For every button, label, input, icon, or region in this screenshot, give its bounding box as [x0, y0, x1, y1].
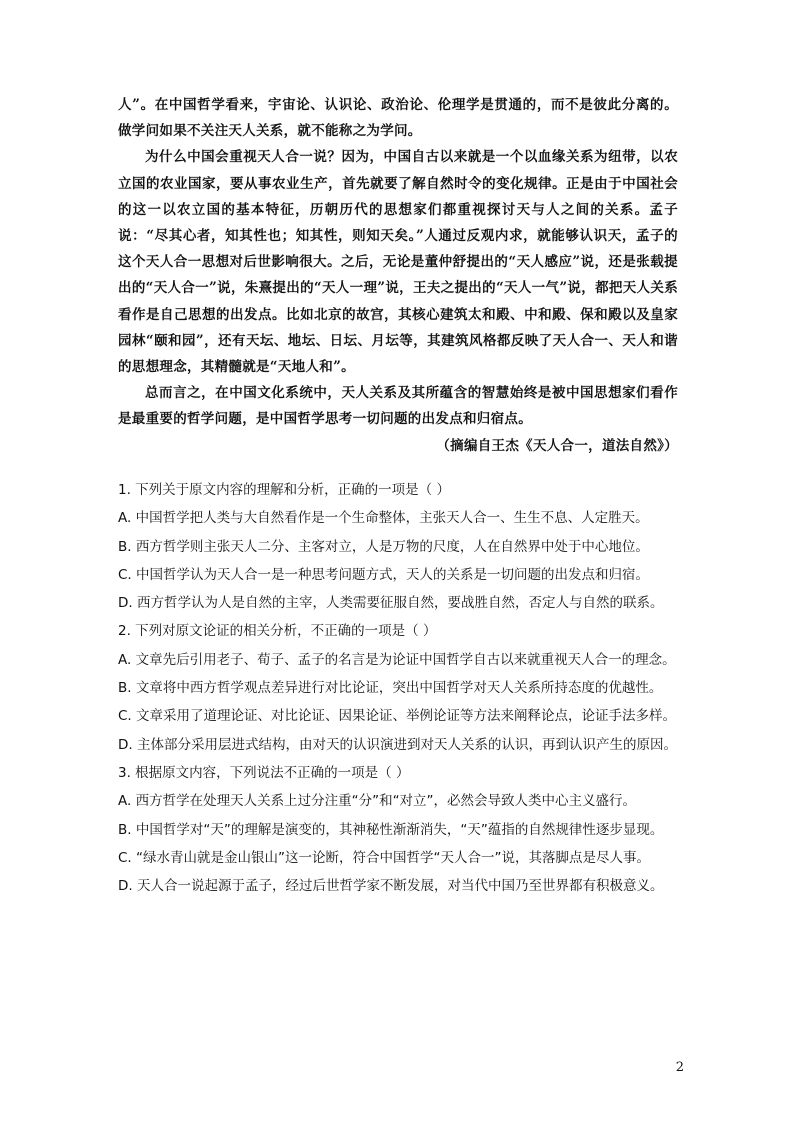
- passage-paragraph-1: 人”。在中国哲学看来，宇宙论、认识论、政治论、伦理学是贯通的，而不是彼此分离的。做学问如果不关注天人关系，就不能称之为学问。: [118, 97, 678, 140]
- option-d: D. 天人合一说起源于孟子，经过后世哲学家不断发展，对当代中国乃至世界都有积极意义。: [118, 878, 664, 895]
- question-stem: 3. 根据原文内容，下列说法不正确的一项是（ ）: [118, 764, 410, 781]
- passage-source: （摘编自王杰《天人合一，道法自然》）: [436, 437, 678, 454]
- option-a: A. 文章先后引用老子、荀子、孟子的名言是为论证中国哲学自古以来就重视天人合一的理念。: [118, 651, 676, 668]
- option-d: D. 西方哲学认为人是自然的主宰，人类需要征服自然，要战胜自然，否定人与自然的联系。: [118, 595, 664, 612]
- option-c: C. 中国哲学认为天人合一是一种思考问题方式，天人的关系是一切问题的出发点和归宿。: [118, 566, 650, 583]
- option-d: D. 主体部分采用层进式结构，由对天的认识演进到对天人关系的认识，再到认识产生的原因。: [118, 736, 677, 753]
- question-stem: 1. 下列关于原文内容的理解和分析，正确的一项是（ ）: [118, 482, 450, 498]
- question-1: [118, 476, 678, 617]
- passage-paragraph-3: 总而言之，在中国文化系统中，天人关系及其所蕴含的智慧始终是被中国思想家们看作是最重要的哲学问题，是中国哲学思考一切问题的出发点和归宿点。: [118, 385, 678, 428]
- option-b: B. 西方哲学则主张天人二分、主客对立，人是万物的尺度，人在自然界中处于中心地位。: [118, 538, 649, 555]
- question-2: [118, 617, 678, 758]
- passage-paragraph-2: 为什么中国会重视天人合一说？因为，中国自古以来就是一个以血缘关系为纽带，以农立国的农业国家，要从事农业生产，首先就要了解自然时令的变化规律。正是由于中国社会的这一以农立国的基本特征，历朝历代的思想家们都重视探讨天与人之间的关系。孟子说：“尽其心者，知其性也；知其性，则知天矣。”人通过反观内求，就能够认识天，孟子的这个天人合一思想对后世影响很大。之后，无论是董仲舒提出的“天人感应”说，还是张载提出的“天人合一”说，朱熹提出的“天人一理”说，王夫之提出的“天人一气”说，都把天人关系看作是自己思想的出发点。比如北京的故宫，其核心建筑太和殿、中和殿、保和殿以及皇家园林“颐和园”，还有天坛、地坛、日坛、月坛等，其建筑风格都反映了天人合一、天人和谐的思想理念，其精髓就是“天地人和”。: [118, 149, 678, 376]
- question-3: [118, 759, 678, 900]
- option-c: C. 文章采用了道理论证、对比论证、因果论证、举例论证等方法来阐释论点，论证手法多样。: [118, 708, 677, 725]
- reading-passage: [118, 92, 678, 459]
- option-b: B. 文章将中西方哲学观点差异进行对比论证，突出中国哲学对天人关系所持态度的优越性。: [118, 680, 663, 697]
- option-a: A. 西方哲学在处理天人关系上过分注重“分”和“对立”，必然会导致人类中心主义盛行。: [118, 793, 637, 810]
- option-c: C. “绿水青山就是金山银山”这一论断，符合中国哲学“天人合一”说，其落脚点是尽人事。: [118, 849, 650, 866]
- page-number: 2: [675, 1060, 684, 1075]
- option-b: B. 中国哲学对“天”的理解是演变的，其神秘性渐渐消失，“天”蕴指的自然规律性逐步显现。: [118, 821, 664, 838]
- option-a: A. 中国哲学把人类与大自然看作是一个生命整体，主张天人合一、生生不息、人定胜天。: [118, 510, 649, 527]
- question-list: [118, 476, 678, 900]
- question-stem: 2. 下列对原文论证的相关分析，不正确的一项是（ ）: [118, 623, 437, 640]
